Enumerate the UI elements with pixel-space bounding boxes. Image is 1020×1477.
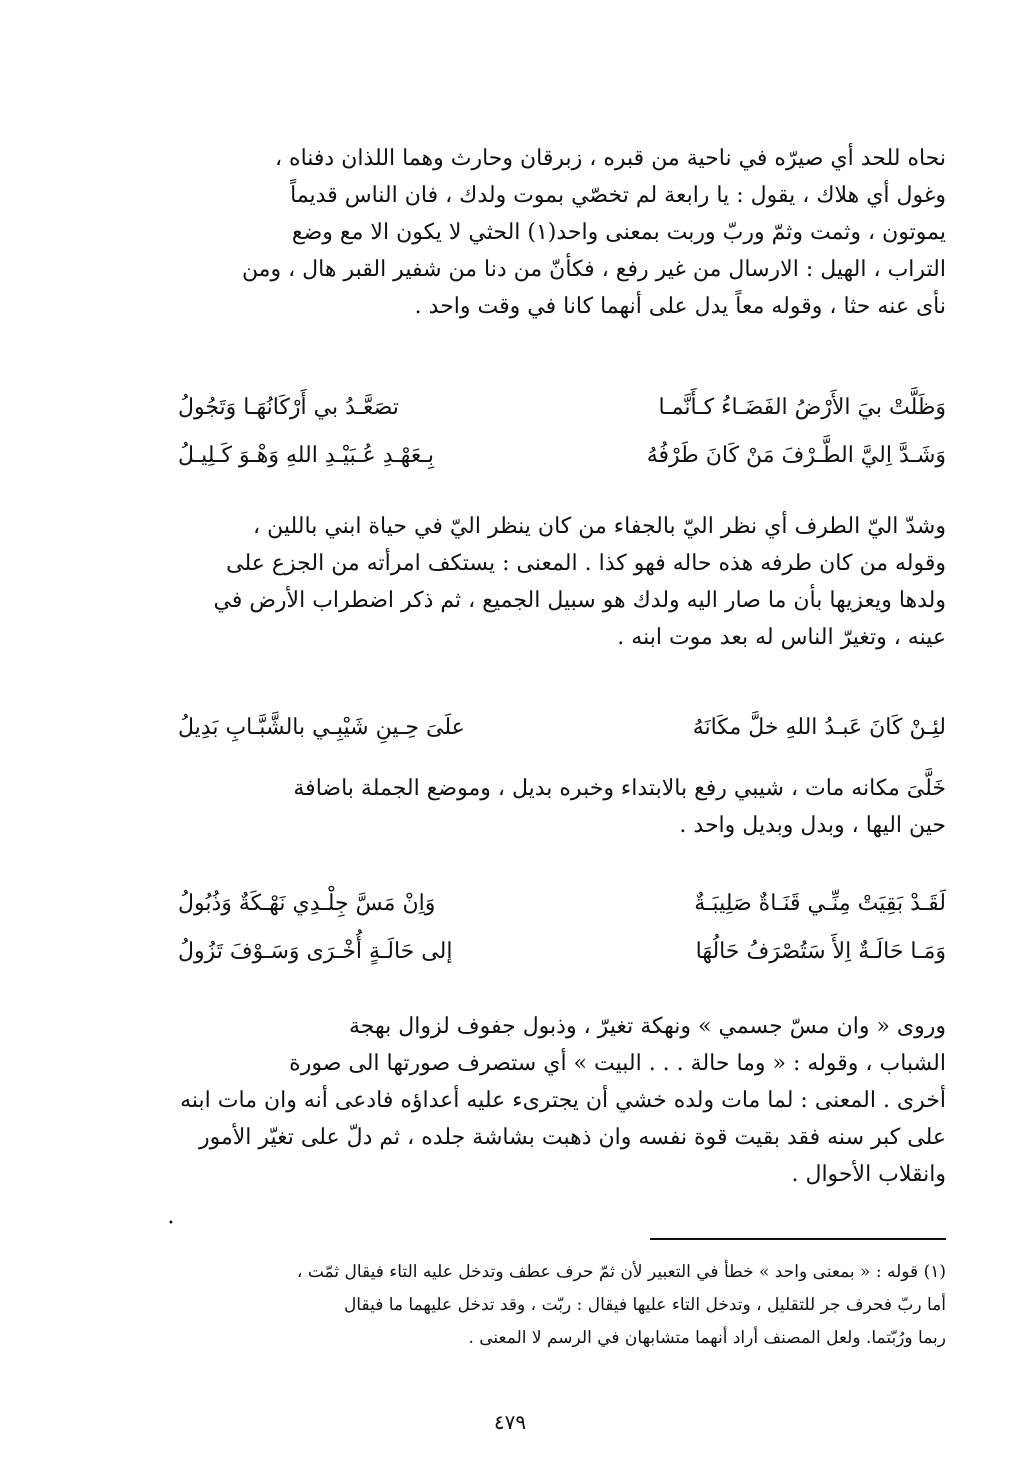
commentary-line: وغول أي هلاك ، يقول : يا رابعة لم تخصّي بموت ولدك ، فان الناس قديماً — [290, 183, 946, 208]
verse-first-hemistich: وَمَـا حَالَـةٌ اِلأَ سَتُصْرَفُ حَالُهَا — [695, 939, 946, 964]
commentary-line: أخرى . المعنى : لما مات ولده خشي أن يجترىء عليه أعداؤه فادعى أنه وان مات ابنه — [180, 1088, 946, 1113]
footnote-line: أما ربّ فحرف جر للتقليل ، وتدخل التاء عليها فيقال : ربّت ، وقد تدخل عليهما ما فيقال — [343, 1295, 946, 1315]
verse-second-hemistich: بِـعَهْـدِ عُـبَيْـدِ اللهِ وَهْـوَ كَـلِيـلُ — [178, 443, 435, 468]
commentary-line: يموتون ، وثمت وثمّ وربّ وربت بمعنى واحد(١) الحثي لا يكون الا مع وضع — [291, 220, 946, 245]
verse-block-2 — [178, 704, 946, 752]
verse-first-hemistich: لئِـنْ كَانَ عَبـدُ اللهِ خلَّ مكَانَهُ — [692, 715, 946, 740]
verse-second-hemistich: تصَعَّـدُ بي أَرْكَانُهَـا وَتَجُولُ — [178, 395, 399, 420]
verse-line — [178, 432, 946, 480]
footnote-divider — [650, 1238, 946, 1240]
commentary-line: عينه ، وتغيرّ الناس له بعد موت ابنه . — [617, 625, 946, 650]
commentary-line: نحاه للحد أي صيرّه في ناحية من قبره ، زبرقان وحارث وهما اللذان دفناه ، — [274, 146, 946, 171]
verse-first-hemistich: لَقَـدْ بَقِيَتْ مِنِّـي قَنَـاةٌ صَلِيبَـةٌ — [694, 891, 946, 916]
commentary-line: وقوله من كان طرفه هذه حاله فهو كذا . المعنى : يستكف امرأته من الجزع على — [226, 551, 946, 576]
verse-first-hemistich: وَظَلَّتْ بيَ الأَرْضُ الفَضَـاءُ كـأَنَّمـا — [658, 395, 946, 420]
page-number: ٤٧٩ — [493, 1410, 527, 1434]
commentary-line: حين اليها ، وبدل وبديل واحد . — [679, 813, 946, 838]
commentary-line: خَلَّىَ مكانه مات ، شيبي رفع بالابتداء وخبره بديل ، وموضع الجملة باضافة — [293, 776, 946, 801]
verse-block-3 — [178, 880, 946, 976]
commentary-block-1 — [178, 140, 946, 325]
verse-second-hemistich: إلى حَالَـةٍ أُخْـرَى وَسَـوْفَ تَزُولُ — [178, 939, 453, 964]
commentary-line: وشدّ اليّ الطرف أي نظر اليّ بالجفاء من كان ينظر اليّ في حياة ابني باللين ، — [253, 514, 946, 539]
commentary-block-2 — [178, 508, 946, 656]
verse-line — [178, 928, 946, 976]
stray-mark: • — [168, 1218, 174, 1229]
commentary-block-3 — [178, 770, 946, 844]
commentary-line: ولدها ويعزيها بأن ما صار اليه ولدك هو سبيل الجميع ، ثم ذكر اضطراب الأرض في — [213, 588, 946, 613]
commentary-line: التراب ، الهيل : الارسال من غير رفع ، فكأنّ من دنا من شفير القبر هال ، ومن — [241, 257, 946, 282]
commentary-line: على كبر سنه فقد بقيت قوة نفسه وان ذهبت بشاشة جلده ، ثم دلّ على تغيّر الأمور — [198, 1125, 946, 1150]
commentary-line: وانقلاب الأحوال . — [791, 1162, 946, 1187]
commentary-line: نأى عنه حثا ، وقوله معاً يدل على أنهما كانا في وقت واحد . — [414, 294, 946, 319]
verse-second-hemistich: علَىَ حِـينِ شَيْبِـي بالشَّبَّـابِ بَدِيلُ — [178, 715, 465, 740]
verse-block-1 — [178, 384, 946, 480]
verse-line — [178, 384, 946, 432]
commentary-line: الشباب ، وقوله : « وما حالة . . . البيت » أي ستصرف صورتها الى صورة — [289, 1051, 946, 1076]
verse-line — [178, 880, 946, 928]
commentary-line: وروى « وان مسّ جسمي » ونهكة تغيرّ ، وذبول جفوف لزوال بهجة — [349, 1014, 946, 1039]
commentary-block-4 — [178, 1008, 946, 1193]
verse-second-hemistich: وَاِنْ مَسَّ جِلْـدِي نَهْـكَةٌ وَذُبُولُ — [178, 891, 436, 916]
verse-first-hemistich: وَشَـدَّ اِليَّ الطَّـرْفَ مَنْ كَانَ طَرْفُهُ — [646, 443, 946, 468]
verse-line — [178, 704, 946, 752]
footnotes — [178, 1256, 946, 1355]
footnote-line: ربما ورُبّتما. ولعل المصنف أراد أنهما متشابهان في الرسم لا المعنى . — [468, 1328, 946, 1348]
footnote-line: (١) قوله : « بمعنى واحد » خطأ في التعبير لأن ثمّ حرف عطف وتدخل عليه التاء فيقال ثمّت ، — [296, 1262, 946, 1282]
